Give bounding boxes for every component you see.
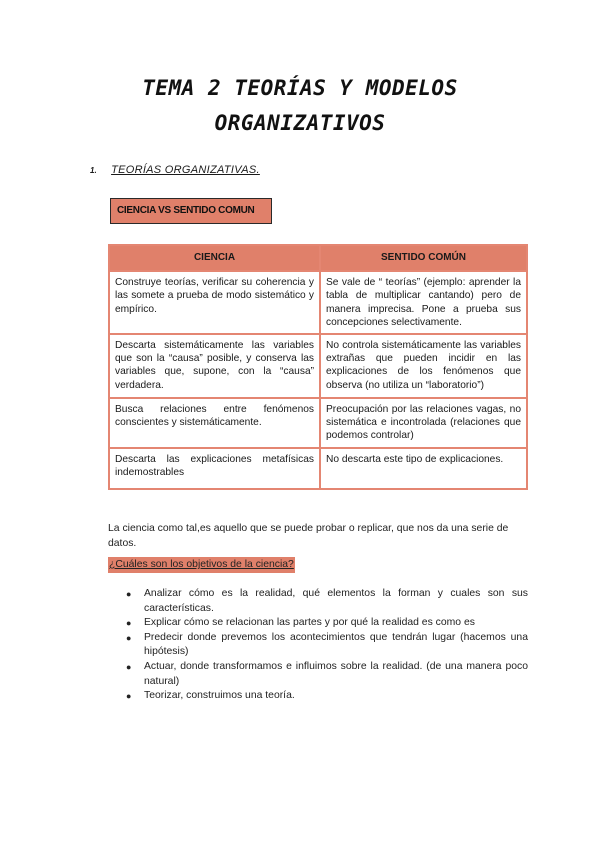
comparison-table <box>108 244 528 490</box>
table-cell: Busca relaciones entre fenómenos conscientes y sistemáticamente. <box>109 398 320 448</box>
table-header-row <box>109 245 527 271</box>
list-item-text: Teorizar, construimos una teoría. <box>144 690 295 702</box>
table-row <box>109 448 527 489</box>
list-item-text: Explicar cómo se relacionan las partes y por qué la realidad es como es <box>144 617 475 629</box>
section-number: 1. <box>90 165 97 175</box>
bullet-icon: ● <box>126 691 132 702</box>
table-row <box>109 271 527 334</box>
table-cell: Construye teorías, verificar su coherencia y las somete a prueba de modo sistemático y empírico. <box>109 271 320 334</box>
column-header-ciencia: CIENCIA <box>109 245 320 271</box>
table-cell: Preocupación por las relaciones vagas, no sistemática e incontrolada (relaciones que podemos controlar) <box>320 398 527 448</box>
list-item-text: Actuar, donde transformamos e influimos sobre la realidad. (de una manera poco natural) <box>144 660 528 687</box>
list-item <box>126 616 528 631</box>
table-cell: Descarta sistemáticamente las variables que son la “causa” posible, y conserva las variables que, supone, con la “causa” verdadera. <box>109 334 320 398</box>
objectives-list <box>126 587 528 704</box>
page-title-line-2: ORGANIZATIVOS <box>214 111 386 135</box>
section-heading <box>90 164 260 176</box>
science-definition-paragraph: La ciencia como tal,es aquello que se puede probar o replicar, que nos da una serie de datos. <box>108 523 509 550</box>
page-title-line-1: TEMA 2 TEORÍAS Y MODELOS <box>142 76 458 100</box>
list-item-text: Predecir donde prevemos los acontecimientos que tendrán lugar (hacemos una hipótesis) <box>144 631 528 658</box>
column-header-sentido-comun: SENTIDO COMÚN <box>320 245 527 271</box>
bullet-icon: ● <box>126 618 132 629</box>
list-item <box>126 587 528 616</box>
bullet-icon: ● <box>126 632 132 643</box>
list-item-text: Analizar cómo es la realidad, qué elementos la forman y cuales son sus características. <box>144 588 528 614</box>
bullet-icon: ● <box>126 589 132 599</box>
list-item <box>126 689 528 704</box>
table-cell: No descarta este tipo de explicaciones. <box>320 448 527 489</box>
table-row <box>109 334 527 398</box>
table-row <box>109 398 527 448</box>
table-cell: Se vale de “ teorías” (ejemplo: aprender la tabla de multiplicar cantando) pero de manera imprecisa. Pone a prueba sus concepciones selectivamente. <box>320 271 527 334</box>
table-cell: No controla sistemáticamente las variables extrañas que pueden incidir en las explicaciones de los fenómenos que observa (no utiliza un “laboratorio”) <box>320 334 527 398</box>
section-title: TEORÍAS ORGANIZATIVAS. <box>111 164 260 176</box>
bullet-icon: ● <box>126 661 132 672</box>
list-item <box>126 660 528 689</box>
table-cell: Descarta las explicaciones metafísicas indemostrables <box>109 448 320 489</box>
comparison-label-box: CIENCIA VS SENTIDO COMUN <box>110 198 272 224</box>
list-item <box>126 631 528 660</box>
objectives-question-heading: ¿Cuáles son los objetivos de la ciencia? <box>108 557 295 573</box>
